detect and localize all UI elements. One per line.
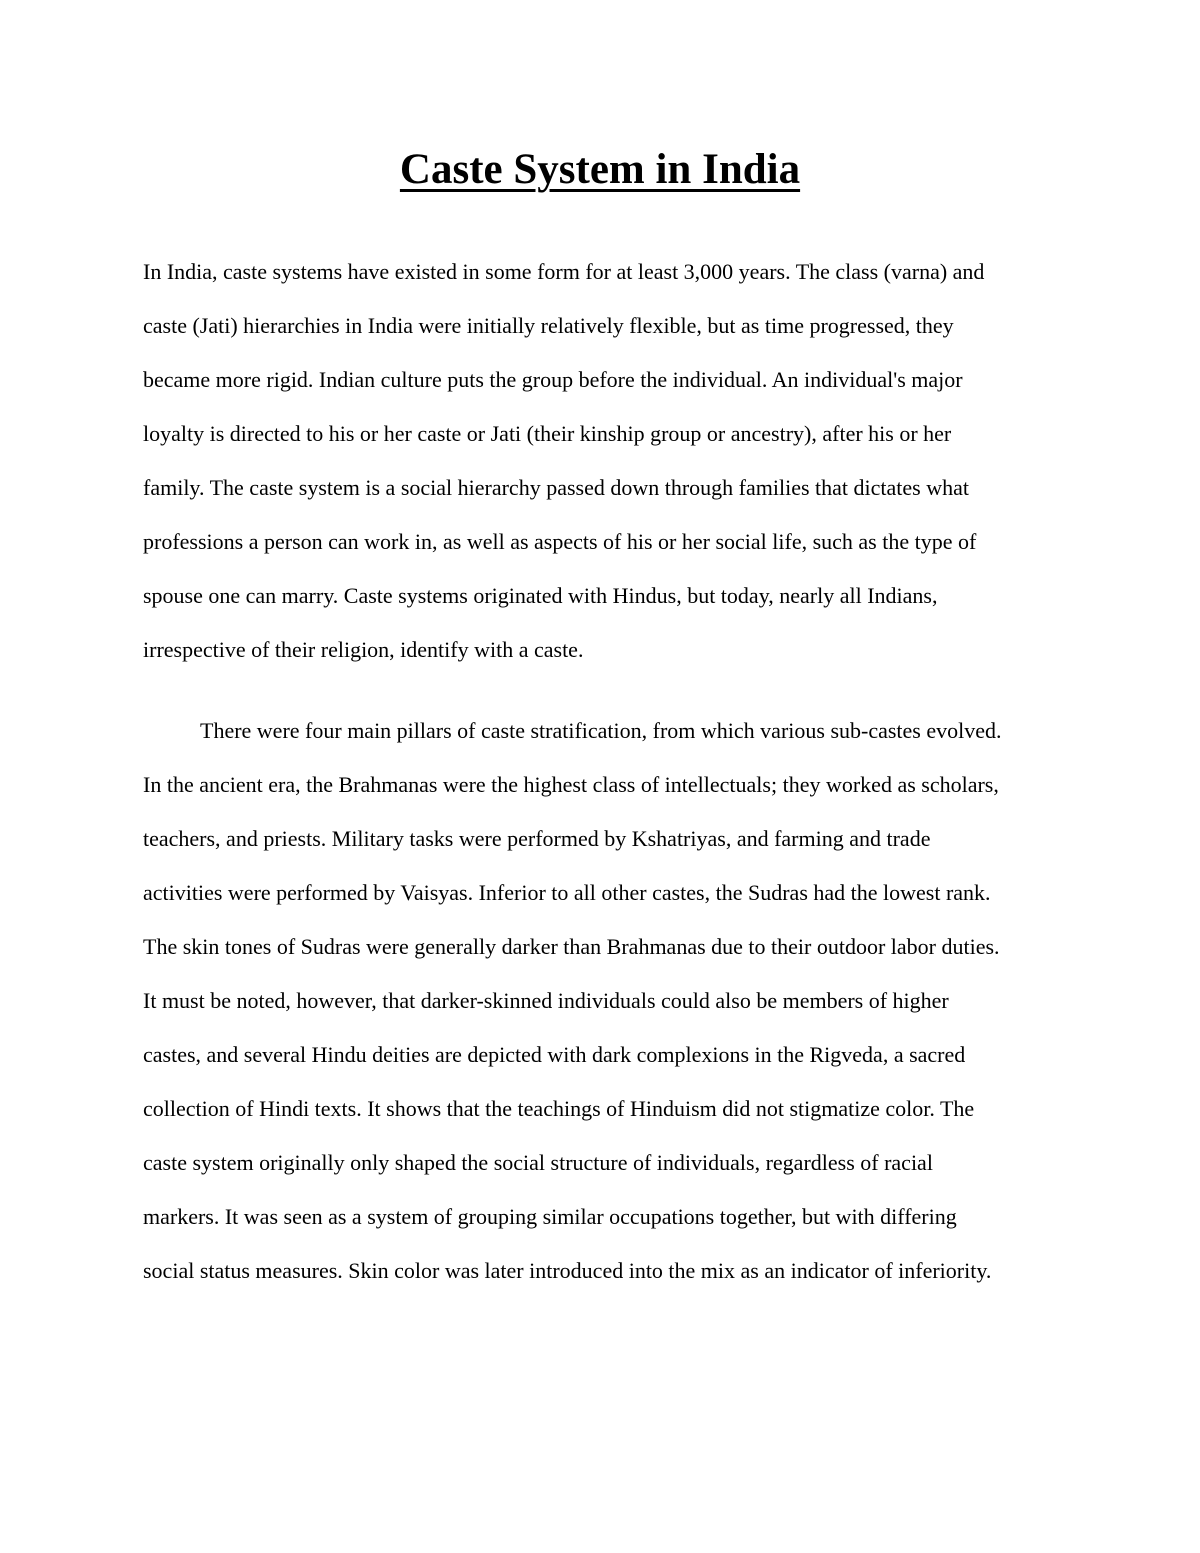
text-line: In India, caste systems have existed in some form for at least 3,000 years. The class (varna) and xyxy=(143,259,985,284)
text-line: It must be noted, however, that darker-skinned individuals could also be members of higher xyxy=(143,988,949,1013)
text-line: social status measures. Skin color was later introduced into the mix as an indicator of inferiority. xyxy=(143,1258,992,1283)
text-line: castes, and several Hindu deities are depicted with dark complexions in the Rigveda, a sacred xyxy=(143,1042,966,1067)
text-line: family. The caste system is a social hierarchy passed down through families that dictates what xyxy=(143,475,969,500)
document-title: Caste System in India xyxy=(399,146,801,193)
text-line: markers. It was seen as a system of grouping similar occupations together, but with differing xyxy=(143,1204,957,1229)
text-line: activities were performed by Vaisyas. Inferior to all other castes, the Sudras had the lowest rank. xyxy=(143,880,991,905)
text-line: There were four main pillars of caste stratification, from which various sub-castes evolved. xyxy=(200,718,1002,743)
text-line: professions a person can work in, as well as aspects of his or her social life, such as the type of xyxy=(143,529,977,554)
text-line: spouse one can marry. Caste systems originated with Hindus, but today, nearly all Indians, xyxy=(143,583,938,608)
text-line: caste system originally only shaped the social structure of individuals, regardless of racial xyxy=(143,1150,933,1175)
text-line: collection of Hindi texts. It shows that the teachings of Hinduism did not stigmatize color. The xyxy=(143,1096,975,1121)
text-line: loyalty is directed to his or her caste or Jati (their kinship group or ancestry), after his or her xyxy=(143,421,952,446)
text-line: caste (Jati) hierarchies in India were initially relatively flexible, but as time progressed, they xyxy=(143,313,954,338)
text-line: became more rigid. Indian culture puts the group before the individual. An individual's major xyxy=(143,367,963,392)
text-line: irrespective of their religion, identify with a caste. xyxy=(143,637,584,662)
text-line: In the ancient era, the Brahmanas were the highest class of intellectuals; they worked as scholars, xyxy=(143,772,999,797)
text-line: The skin tones of Sudras were generally darker than Brahmanas due to their outdoor labor duties. xyxy=(143,934,1000,959)
text-line: teachers, and priests. Military tasks were performed by Kshatriyas, and farming and trade xyxy=(143,826,931,851)
